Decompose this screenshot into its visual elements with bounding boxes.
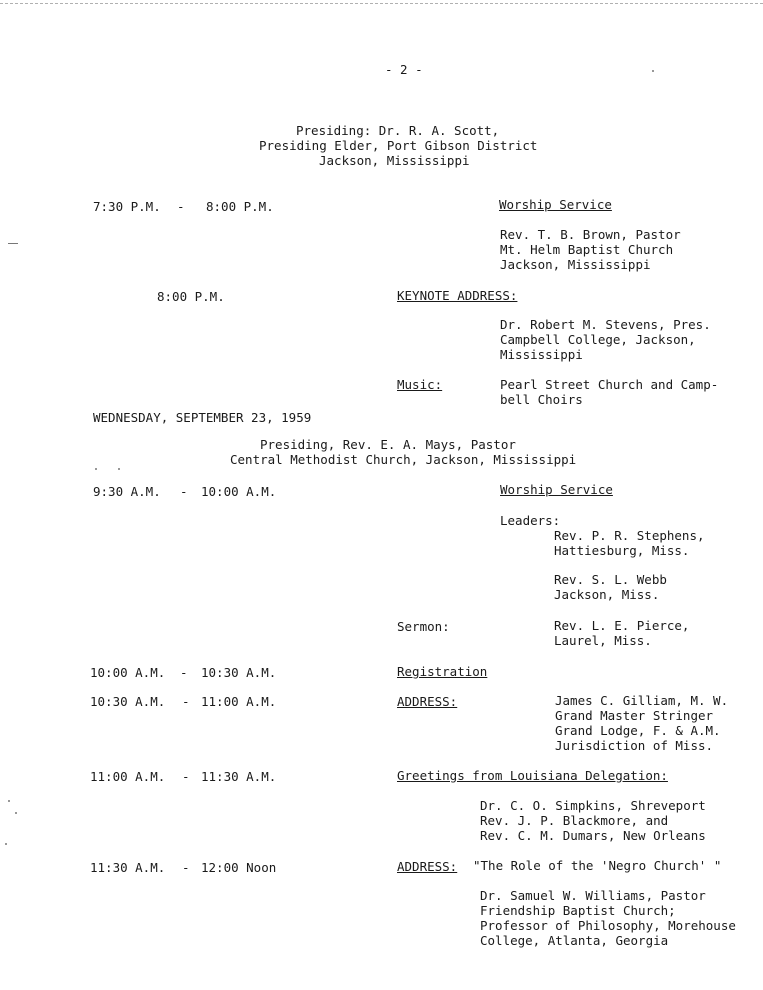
event-6-detail-1: James C. Gilliam, M. W. [555, 693, 729, 708]
event-8-time-start: 11:30 A.M. [90, 860, 166, 875]
event-7-label: Greetings from Louisiana Delegation: [397, 768, 668, 783]
day-heading: WEDNESDAY, SEPTEMBER 23, 1959 [93, 410, 312, 425]
event-6-detail-3: Grand Lodge, F. & A.M. [555, 723, 721, 738]
event-5-time-start: 10:00 A.M. [90, 665, 166, 680]
event-4-title: Worship Service [500, 482, 613, 497]
event-1-detail-2: Mt. Helm Baptist Church [500, 242, 674, 257]
event-1-dash: - [177, 199, 185, 214]
presiding-line-3: Jackson, Mississippi [319, 153, 470, 168]
event-7-time-end: 11:30 A.M. [201, 769, 277, 784]
event-1-time-end: 8:00 P.M. [206, 199, 274, 214]
scan-speck [652, 70, 654, 72]
event-8-detail-1: Dr. Samuel W. Williams, Pastor [480, 888, 706, 903]
event-2-detail-3: Mississippi [500, 347, 583, 362]
event-7-time-start: 11:00 A.M. [90, 769, 166, 784]
scan-speck [5, 843, 7, 845]
presiding-line-1: Presiding: Dr. R. A. Scott, [296, 123, 500, 138]
event-8-detail-4: College, Atlanta, Georgia [480, 933, 669, 948]
sermon-line-1: Rev. L. E. Pierce, [554, 618, 690, 633]
presiding-line-2: Presiding Elder, Port Gibson District [259, 138, 538, 153]
event-6-time-start: 10:30 A.M. [90, 694, 166, 709]
leaders-label: Leaders: [500, 513, 561, 528]
presiding-2-line-2: Central Methodist Church, Jackson, Mississippi [230, 452, 577, 467]
event-7-detail-1: Dr. C. O. Simpkins, Shreveport [480, 798, 706, 813]
event-6-time-end: 11:00 A.M. [201, 694, 277, 709]
event-2-detail-1: Dr. Robert M. Stevens, Pres. [500, 317, 711, 332]
event-2-detail-2: Campbell College, Jackson, [500, 332, 696, 347]
event-5-label: Registration [397, 664, 488, 679]
event-8-label: ADDRESS: [397, 859, 458, 874]
event-6-label: ADDRESS: [397, 694, 458, 709]
event-2-label: KEYNOTE ADDRESS: [397, 288, 518, 303]
event-8-topic: "The Role of the 'Negro Church' " [473, 858, 722, 873]
event-5-time-end: 10:30 A.M. [201, 665, 277, 680]
presiding-2-line-1: Presiding, Rev. E. A. Mays, Pastor [260, 437, 516, 452]
sermon-label: Sermon: [397, 619, 450, 634]
event-1-time-start: 7:30 P.M. [93, 199, 161, 214]
page-number: - 2 - [385, 62, 423, 77]
scan-speck [95, 468, 97, 470]
leader-2-line-2: Jackson, Miss. [554, 587, 660, 602]
event-7-dash: - [182, 769, 190, 784]
scan-speck [118, 468, 120, 470]
event-6-detail-4: Jurisdiction of Miss. [555, 738, 714, 753]
event-1-detail-3: Jackson, Mississippi [500, 257, 651, 272]
event-7-detail-2: Rev. J. P. Blackmore, and [480, 813, 669, 828]
page-top-edge [0, 0, 763, 4]
scan-speck [8, 800, 10, 802]
music-detail-2: bell Choirs [500, 392, 583, 407]
event-1-detail-1: Rev. T. B. Brown, Pastor [500, 227, 681, 242]
event-8-time-end: 12:00 Noon [201, 860, 277, 875]
event-6-detail-2: Grand Master Stringer [555, 708, 714, 723]
event-4-time-start: 9:30 A.M. [93, 484, 161, 499]
leader-1-line-2: Hattiesburg, Miss. [554, 543, 690, 558]
event-8-detail-3: Professor of Philosophy, Morehouse [480, 918, 736, 933]
event-4-dash: - [180, 484, 188, 499]
scan-mark [8, 243, 18, 244]
music-label: Music: [397, 377, 443, 392]
event-8-dash: - [182, 860, 190, 875]
event-4-time-end: 10:00 A.M. [201, 484, 277, 499]
event-6-dash: - [182, 694, 190, 709]
event-8-detail-2: Friendship Baptist Church; [480, 903, 676, 918]
event-1-title: Worship Service [499, 197, 612, 212]
music-detail-1: Pearl Street Church and Camp- [500, 377, 719, 392]
sermon-line-2: Laurel, Miss. [554, 633, 652, 648]
leader-2-line-1: Rev. S. L. Webb [554, 572, 667, 587]
leader-1-line-1: Rev. P. R. Stephens, [554, 528, 705, 543]
event-7-detail-3: Rev. C. M. Dumars, New Orleans [480, 828, 706, 843]
scan-speck [15, 812, 17, 814]
event-5-dash: - [180, 665, 188, 680]
event-2-time: 8:00 P.M. [157, 289, 225, 304]
